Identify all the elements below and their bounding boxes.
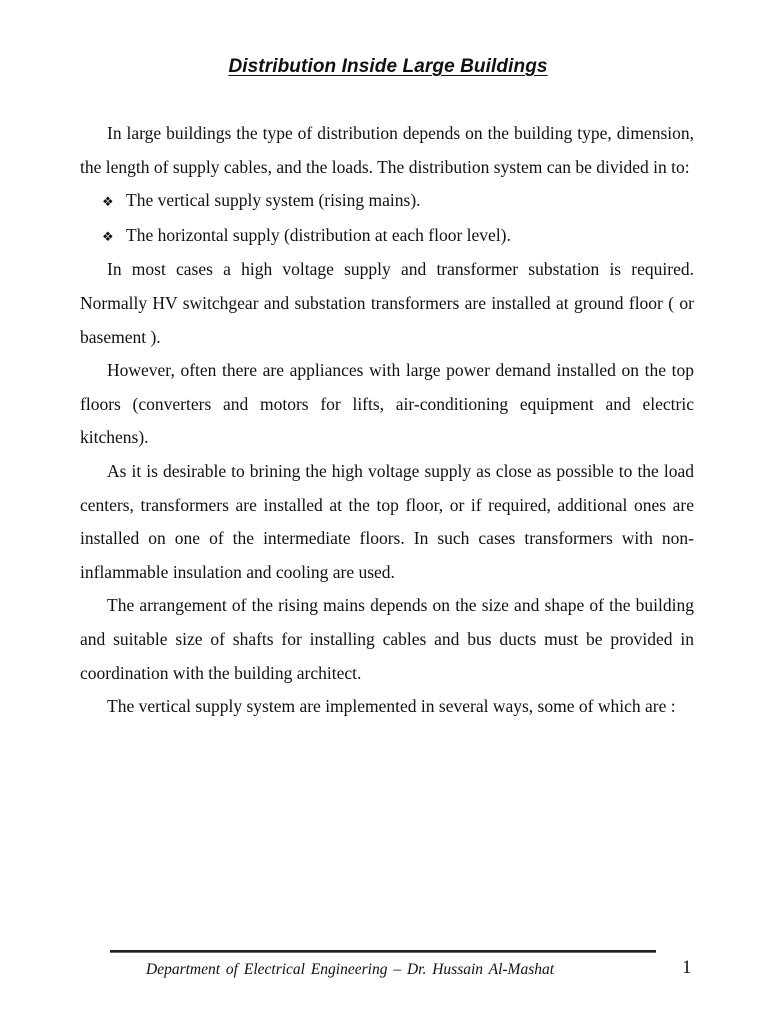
page-title: Distribution Inside Large Buildings — [228, 56, 548, 77]
paragraph-vertical-supply: The vertical supply system are implemented in several ways, some of which are : — [107, 696, 676, 717]
footer-department: Department of Electrical Engineering – Dr. Hussain Al-Mashat — [146, 961, 555, 978]
body-text — [80, 117, 694, 724]
diamond-bullet-icon: ❖ — [102, 228, 114, 244]
list-item — [102, 219, 694, 254]
footer-divider — [110, 950, 656, 953]
bullet-text: The vertical supply system (rising mains). — [126, 190, 421, 211]
page-number: 1 — [682, 957, 692, 978]
bullet-text: The horizontal supply (distribution at each floor level). — [126, 224, 511, 245]
paragraph-top-floor-loads: However, often there are appliances with large power demand installed on the top floors (converters and motors for lifts, air-conditioning equipment and electric kitchens). — [80, 360, 694, 448]
paragraph-hv-supply: In most cases a high voltage supply and transformer substation is required. Normally HV switchgear and substation transformers are installed at ground floor ( or basement ). — [80, 259, 694, 347]
diamond-bullet-icon: ❖ — [102, 194, 114, 210]
bullet-list — [80, 184, 694, 253]
list-item — [102, 184, 694, 219]
paragraph-intro: In large buildings the type of distribution depends on the building type, dimension, the length of supply cables, and the loads. The distribution system can be divided in to: — [80, 123, 694, 177]
paragraph-transformer-placement: As it is desirable to brining the high voltage supply as close as possible to the load centers, transformers are installed at the top floor, or if required, additional ones are installed on one of the intermediate floors. In such cases transformers with non-inflammable insulation and cooling are used. — [80, 460, 694, 582]
paragraph-rising-mains: The arrangement of the rising mains depends on the size and shape of the building and suitable size of shafts for installing cables and bus ducts must be provided in coordination with the building architect. — [80, 595, 694, 683]
